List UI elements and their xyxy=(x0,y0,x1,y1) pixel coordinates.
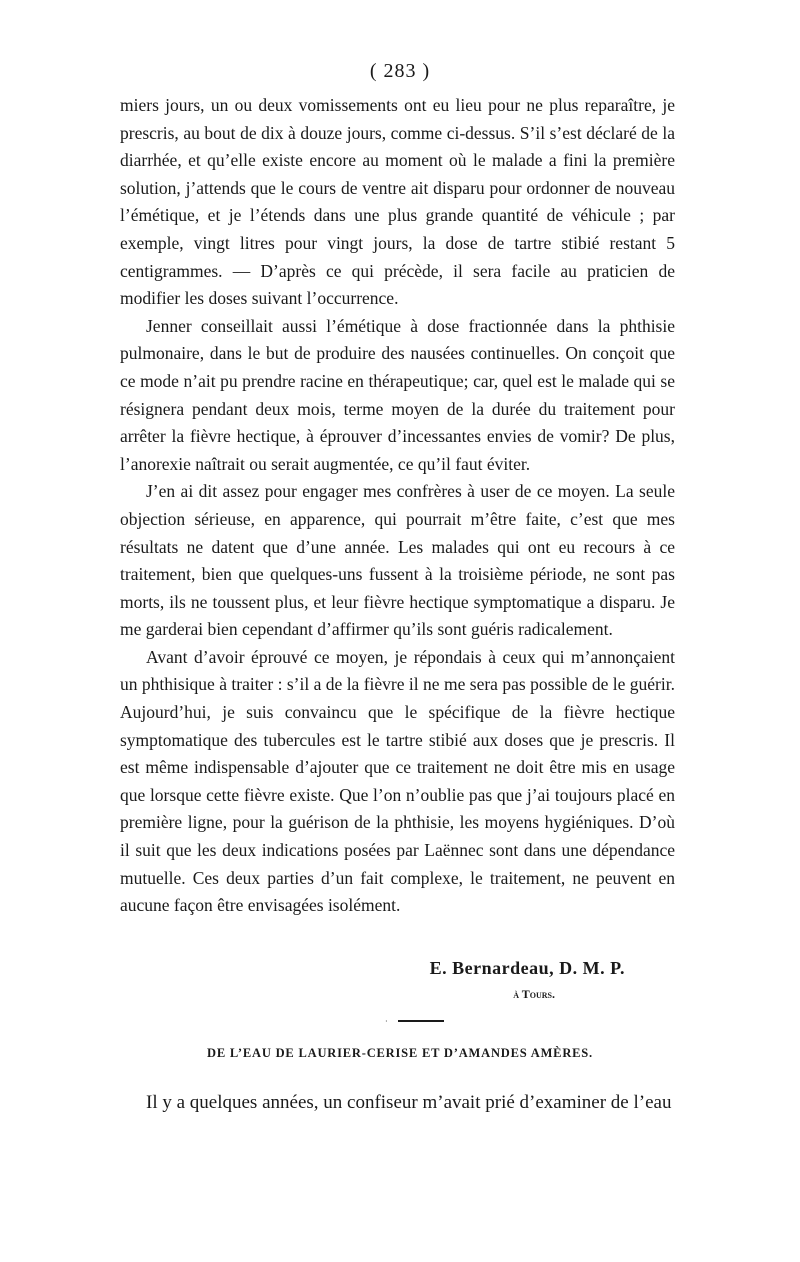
page-number: ( 283 ) xyxy=(369,60,431,82)
section-divider xyxy=(398,1020,444,1022)
paragraph-conclusion: Avant d’avoir éprouvé ce moyen, je répondais à ceux qui m’annonçaient un phthisique à traiter : s’il a de la fièvre il ne me sera pas possible de le guérir. Aujourd’hui, je suis convaincu que le spécifique de la fièvre hectique symptomatique des tubercules est le tartre stibié aux doses que je prescris. Il est même indispensable d’ajouter que ce traitement ne doit être mis en usage que lorsque cette fièvre existe. Que l’on n’oublie pas que j’ai toujours placé en première ligne, pour la guérison de la phthisie, les moyens hygiéniques. D’où il suit que les deux indications posées par Laënnec sont dans une dépendance mutuelle. Ces deux parties d’un fait complexe, le traitement, ne peuvent en aucune façon être envisagées isolément. xyxy=(120,646,675,916)
paragraph-objection: J’en ai dit assez pour engager mes confrères à user de ce moyen. La seule objection sérieuse, en apparence, qui pourrait m’être faite, c’est que mes résultats ne datent que d’une année. Les malades qui ont eu recours à ce traitement, bien que quelques-uns fussent à la troisième période, ne sont pas morts, ils ne toussent plus, et leur fièvre hectique symptomatique a disparu. Je me garderai bien cependant d’affirmer qu’ils sont guéris radicalement. xyxy=(120,481,675,640)
author-place: à Tours. xyxy=(513,987,555,1001)
paragraph-continuation: miers jours, un ou deux vomissements ont eu lieu pour ne plus reparaître, je prescris, au bout de dix à douze jours, comme ci-dessus. S’il s’est déclaré de la diarrhée, et qu’elle existe encore au moment où le malade a fini la première solution, j’attends que le cours de ventre ait disparu pour ordonner de nouveau l’émétique, et je l’étends dans une plus grande quantité de véhicule ; par exemple, vingt litres pour vingt jours, la dose de tartre stibié restant 5 centigrammes. — D’après ce qui précède, il sera facile au praticien de modifier les doses suivant l’occurrence. xyxy=(120,95,675,309)
section-first-line: Il y a quelques années, un confiseur m’avait prié d’examiner de l’eau xyxy=(146,1092,672,1113)
article-body xyxy=(120,92,675,920)
section-title: DE L’EAU DE LAURIER-CERISE ET D’AMANDES AMÈRES. xyxy=(207,1046,593,1060)
author-name: E. Bernardeau, D. M. P. xyxy=(429,958,625,978)
paragraph-jenner: Jenner conseillait aussi l’émétique à dose fractionnée dans la phthisie pulmonaire, dans le but de produire des nausées continuelles. On conçoit que ce mode n’ait pu prendre racine en thérapeutique; car, quel est le malade qui se résignera pendant deux mois, terme moyen de la durée du traitement pour arrêter la fièvre hectique, à éprouver d’incessantes envies de vomir? De plus, l’anorexie naîtrait ou serait augmentée, ce qu’il faut éviter. xyxy=(120,315,675,474)
divider-dot: · xyxy=(385,1017,388,1026)
author-signature xyxy=(120,958,675,1002)
